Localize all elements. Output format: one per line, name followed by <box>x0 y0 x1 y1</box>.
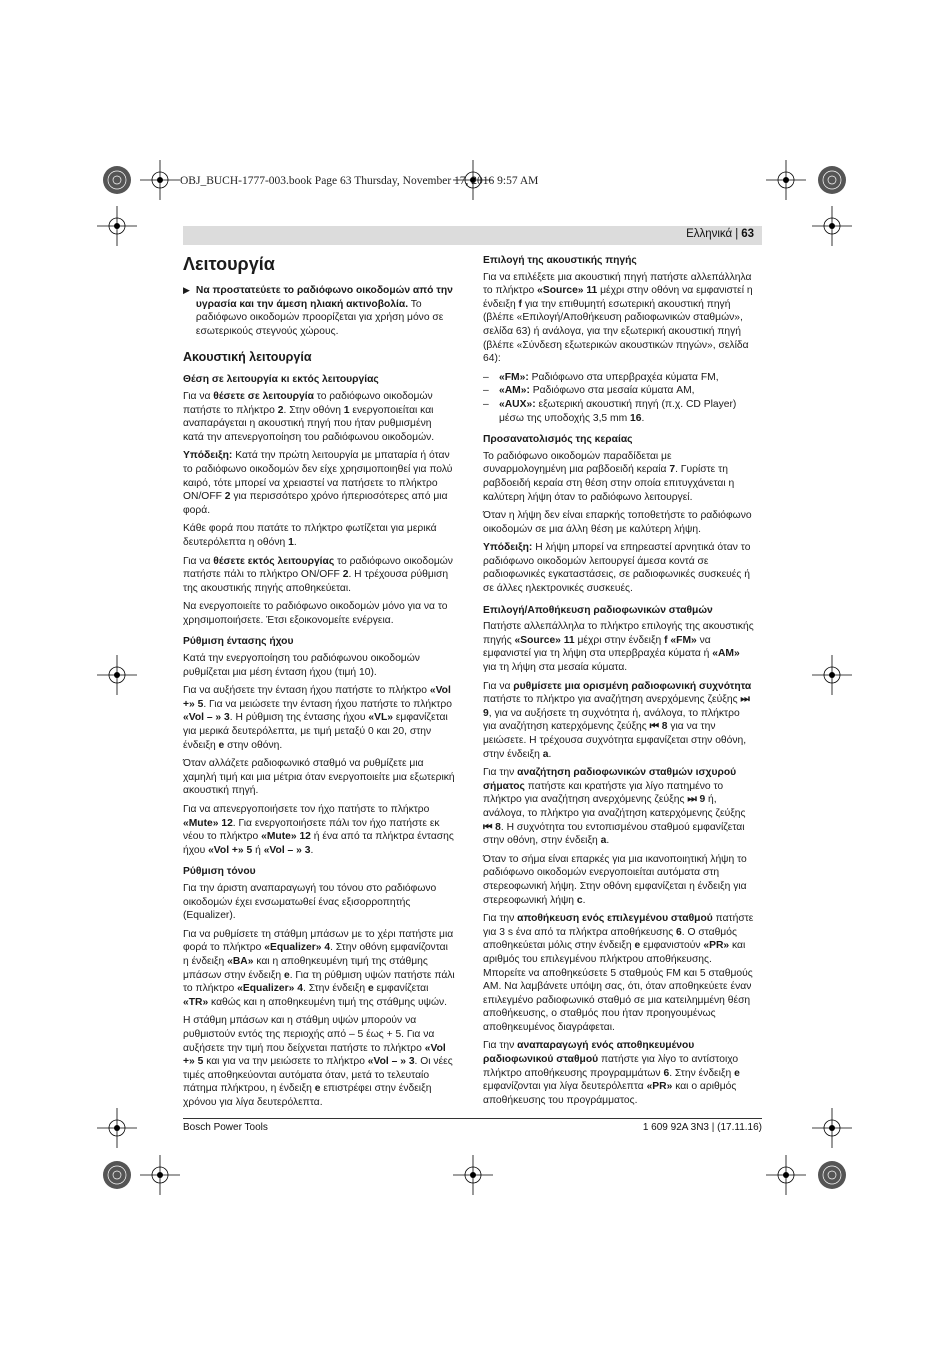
paragraph: Υπόδειξη: Η λήψη μπορεί να επηρεαστεί αρνητικά όταν το ραδιόφωνο οικοδομών λειτουργεί άμεσα κοντά σε ραδιοφωνικές εγκαταστάσεις, σε ραδιοφωνικές συσκευές ή σε άλλες ηλεκτρονικές συσκευές. <box>483 542 751 595</box>
paragraph: Πατήστε αλλεπάλληλα το πλήκτρο επιλογής της ακουστικής πηγής «Source» 11 μέχρι στην ένδειξη f «FM» να εμφανιστεί για τη λήψη στα υπερβραχέα κύματα ή «AM» για τη λήψη στα μεσαία κύματα. <box>483 621 754 674</box>
header-language: Ελληνικά <box>686 228 733 240</box>
crosshair-bottom-center <box>453 1155 493 1195</box>
crosshair-bottom-side-left <box>97 1108 137 1148</box>
heading-tone: Ρύθμιση τόνου <box>183 866 256 878</box>
registration-mark-top-left <box>97 160 137 200</box>
list-item: – «AUX»: εξωτερική ακουστική πηγή (π.χ. CD Player) μέσω της υποδοχής 3,5 mm 16. <box>483 398 737 424</box>
page-header: Ελληνικά | 63 <box>686 228 754 240</box>
paragraph: Για να ρυθμίσετε μια ορισμένη ραδιοφωνική συχνότητα πατήστε το πλήκτρο για αναζήτηση ανερχόμενης ζεύξης ⏭ 9, για να αυξήσετε τη συχνότητα ή, ανάλογα, το πλήκτρο για αναζήτηση κατερχόμενης ζεύξης ⏮ 8 για να την μειώσετε. Η τρέχουσα συχνότητα εμφανίζεται στην οθόνη, στην ένδειξη a. <box>483 680 752 760</box>
registration-mark-bottom-left <box>97 1155 137 1195</box>
paragraph: Όταν αλλάζετε ραδιοφωνικό σταθμό να ρυθμίζετε μια χαμηλή τιμή και μια μέτρια όταν ενεργοποιείτε μια εξωτερική ακουστική πηγή. <box>183 758 455 797</box>
right-column <box>483 254 755 1112</box>
crosshair-bottom-side-right <box>812 1108 852 1148</box>
footer-brand: Bosch Power Tools <box>183 1122 268 1133</box>
paragraph: Όταν η λήψη δεν είναι επαρκής τοποθετήστε το ραδιόφωνο οικοδομών σε μια άλλη θέση με καλύτερη λήψη. <box>483 510 752 535</box>
paragraph: Για την αναζήτηση ραδιοφωνικών σταθμών ισχυρού σήματος πατήστε και κρατήστε για λίγο πατημένο το πλήκτρο για αναζήτηση ανερχόμενης ζεύξης ⏭ 9 ή, ανάλογα, το πλήκτρο για αναζήτηση κατερχόμενης ζεύξης ⏮ 8. Η συχνότητα του εντοπισμένου σταθμού εμφανίζεται στην οθόνη, στην ένδειξη a. <box>483 767 746 847</box>
paragraph: Κατά την ενεργοποίηση του ραδιόφωνου οικοδομών ρυθμίζεται μια μέση ένταση ήχου (τιμή 10). <box>183 653 420 678</box>
paragraph: Υπόδειξη: Κατά την πρώτη λειτουργία με μπαταρία ή όταν το ραδιόφωνο οικοδομών δεν είχε χρησιμοποιηθεί για πολύ καιρό, τότε μπορεί να χρειαστεί να πατήσετε το πλήκτρο ON/OFF 2 για περισσότερο χρόνο ήπεριοσότερες από μια φορά. <box>183 450 453 516</box>
paragraph: Για την άριστη αναπαραγωγή του τόνου στο ραδιόφωνο οικοδομών έχει ενσωματωθεί ένας εξισορροπητής (Equalizer). <box>183 882 437 922</box>
paragraph: Όταν το σήμα είναι επαρκές για μια ικανοποιητική λήψη το ραδιόφωνο οικοδομών ενεργοποιείται αυτόματα στη στερεοφωνική λήψη. Στην οθόνη εμφανίζεται η ένδειξη για στερεοφωνική λήψη c. <box>483 853 747 906</box>
paragraph: Να ενεργοποιείτε το ραδιόφωνο οικοδομών μόνο για να το χρησιμοποιήσετε. Έτσι εξοικονομείτε ενέργεια. <box>183 601 448 626</box>
crosshair-top-left <box>140 160 180 200</box>
paragraph: Για να αυξήσετε την ένταση ήχου πατήστε το πλήκτρο «Vol +» 5. Για να μειώσετε την ένταση ήχου πατήστε το πλήκτρο «Vol – » 3. Η ρύθμιση της έντασης ήχου «VL» εμφανίζεται για μερικά δευτερόλεπτα, με τιμή μεταξύ 0 και 20, στην ένδειξη e στην οθόνη. <box>183 685 452 751</box>
crosshair-side-top-right <box>812 206 852 246</box>
header-page-number: 63 <box>741 228 754 240</box>
crosshair-top-right <box>766 160 806 200</box>
heading-on-off: Θέση σε λειτουργία κι εκτός λειτουργίας <box>183 374 379 386</box>
heading-source: Επιλογή της ακουστικής πηγής <box>483 255 637 266</box>
crosshair-side-top-left <box>97 206 137 246</box>
crosshair-bottom-right <box>766 1155 806 1195</box>
paragraph: Για την αναπαραγωγή ενός αποθηκευμένου ραδιοφωνικού σταθμού πατήστε για λίγο το αντίστοιχο πλήκτρο αποθήκευσης προγραμμάτων 6. Στην ένδειξη e εμφανίζονται για λίγα δευτερόλεπτα «PR» και ο αριθμός αποθήκευσης του προγράμματος. <box>483 1040 740 1106</box>
triangle-bullet-icon: ▶ <box>183 285 190 295</box>
section-audio-heading: Ακουστική λειτουργία <box>183 350 312 365</box>
left-column <box>183 254 455 1114</box>
warning-note <box>183 284 455 338</box>
crosshair-mid-right <box>812 655 852 695</box>
list-item: – «AM»: Ραδιόφωνο στα μεσαία κύματα AM, <box>483 385 695 397</box>
source-list <box>483 371 755 425</box>
paragraph: Για να απενεργοποιήσετε τον ήχο πατήστε το πλήκτρο «Mute» 12. Για ενεργοποιήσετε πάλι τον ήχο πατήστε εκ νέου το πλήκτρο «Mute» 12 ή ένα από τα πλήκτρα έντασης ήχου «Vol +» 5 ή «Vol – » 3. <box>183 804 454 856</box>
page-title: Λειτουργία <box>183 254 275 274</box>
warning-text: Να προστατεύετε το ραδιόφωνο οικοδομών από την υγρασία και την άμεση ηλιακή ακτινοβολία. Το ραδιόφωνο οικοδομών προορίζεται για χρήση μόνο σε εσωτερικούς στεγνούς χώρους. <box>195 285 453 337</box>
paragraph: Μπορείτε να αποθηκεύσετε 5 σταθμούς FM και 5 σταθμούς AM. Να λαμβάνετε υπόψη σας, ότι, όταν αποθηκεύετε έναν επιλεγμένο ραδιοφωνικό σταθμό σε μια κατειλημμένη θέση αποθήκευσης, ο σταθμός που ήταν προηγουμένως αποθηκευμένος διαγράφεται. <box>483 967 753 1033</box>
paragraph: Για να ρυθμίσετε τη στάθμη μπάσων με το χέρι πατήστε μια φορά το πλήκτρο «Equalizer» 4. Στην οθόνη εμφανίζονται η ένδειξη «BA» και η αποθηκευμένη τιμή της στάθμης μπάσων στην ένδειξη e. Για τη ρύθμιση υψών πατήστε πάλι το πλήκτρο «Equalizer» 4. Στην ένδειξη e εμφανίζεται «TR» καθώς και η αποθηκευμένη τιμή της στάθμης υψών. <box>183 928 455 1008</box>
heading-volume: Ρύθμιση έντασης ήχου <box>183 636 294 648</box>
crosshair-bottom-left <box>140 1155 180 1195</box>
registration-mark-top-right <box>812 160 852 200</box>
heading-stations: Επιλογή/Αποθήκευση ραδιοφωνικών σταθμών <box>483 604 713 616</box>
page-header-band <box>183 226 762 245</box>
crosshair-mid-left <box>97 655 137 695</box>
paragraph: Για την αποθήκευση ενός επιλεγμένου σταθμού πατήστε για 3 s ένα από τα πλήκτρα αποθήκευσης 6. Ο σταθμός αποθηκεύεται μόλις στην ένδειξη e εμφανιστούν «PR» και αριθμός του επιλεγμένου πλήκτρου αποθήκευσης. <box>483 913 754 965</box>
print-slug: OBJ_BUCH-1777-003.book Page 63 Thursday, November 17, 2016 9:57 AM <box>180 175 539 187</box>
heading-antenna: Προσανατολισμός της κεραίας <box>483 434 633 446</box>
registration-mark-bottom-right <box>812 1155 852 1195</box>
paragraph: Για να θέσετε εκτός λειτουργίας το ραδιόφωνο οικοδομών πατήστε πάλι το πλήκτρο ON/OFF 2. Η τρέχουσα ρύθμιση της ακουστικής πηγής αποθηκεύεται. <box>183 555 453 594</box>
paragraph: Για να επιλέξετε μια ακουστική πηγή πατήστε αλλεπάλληλα το πλήκτρο «Source» 11 μέχρι στην οθόνη να εμφανιστεί η ένδειξη f για την επιθυμητή εσωτερική ακουστική πηγή (βλέπε «Επιλογή/Αποθήκευση ραδιοφωνικών σταθμών», σελίδα 63) ή ανάλογα, για την εξωτερική ακουστική πηγή (βλέπε «Σύνδεση εξωτερικών ακουστικών πηγών», σελίδα 64): <box>483 271 753 365</box>
paragraph: Για να θέσετε σε λειτουργία το ραδιόφωνο οικοδομών πατήστε το πλήκτρο 2. Στην οθόνη 1 ενεργοποιείται και αναπαράγεται η ακουστική πηγή που ήταν ρυθμισμένη κατά την απενεργοποίηση του ραδιόφωνου οικοδομών. <box>183 390 435 443</box>
footer-rule <box>183 1118 762 1119</box>
paragraph: Η στάθμη μπάσων και η στάθμη υψών μπορούν να ρυθμιστούν εντός της περιοχής από – 5 έως + 5. Για να αυξήσετε την τιμή που δείχνεται πατήστε το πλήκτρο «Vol +» 5 και για να την μειώσετε το πλήκτρο «Vol – » 3. Οι νέες τιμές αποθηκεύονται αυτόματα όταν, μετά το τελευταίο πάτημα πλήκτρου, η ένδειξη e επιστρέφει στην ένδειξη χρόνου για λίγα δευτερόλεπτα. <box>183 1015 453 1108</box>
paragraph: Κάθε φορά που πατάτε το πλήκτρο φωτίζεται για μερικά δευτερόλεπτα η οθόνη 1. <box>183 523 437 548</box>
list-item: – «FM»: Ραδιόφωνο στα υπερβραχέα κύματα FM, <box>483 371 719 383</box>
footer-doc-number: 1 609 92A 3N3 | (17.11.16) <box>642 1122 762 1133</box>
paragraph: Το ραδιόφωνο οικοδομών παραδίδεται με συναρμολογημένη μια ραβδοειδή κεραία 7. Γυρίστε τη ραβδοειδή κεραία στη θέση στην οποία επιτυγχάνεται η καλύτερη λήψη όταν το ραδιόφωνο λειτουργεί. <box>483 450 735 503</box>
